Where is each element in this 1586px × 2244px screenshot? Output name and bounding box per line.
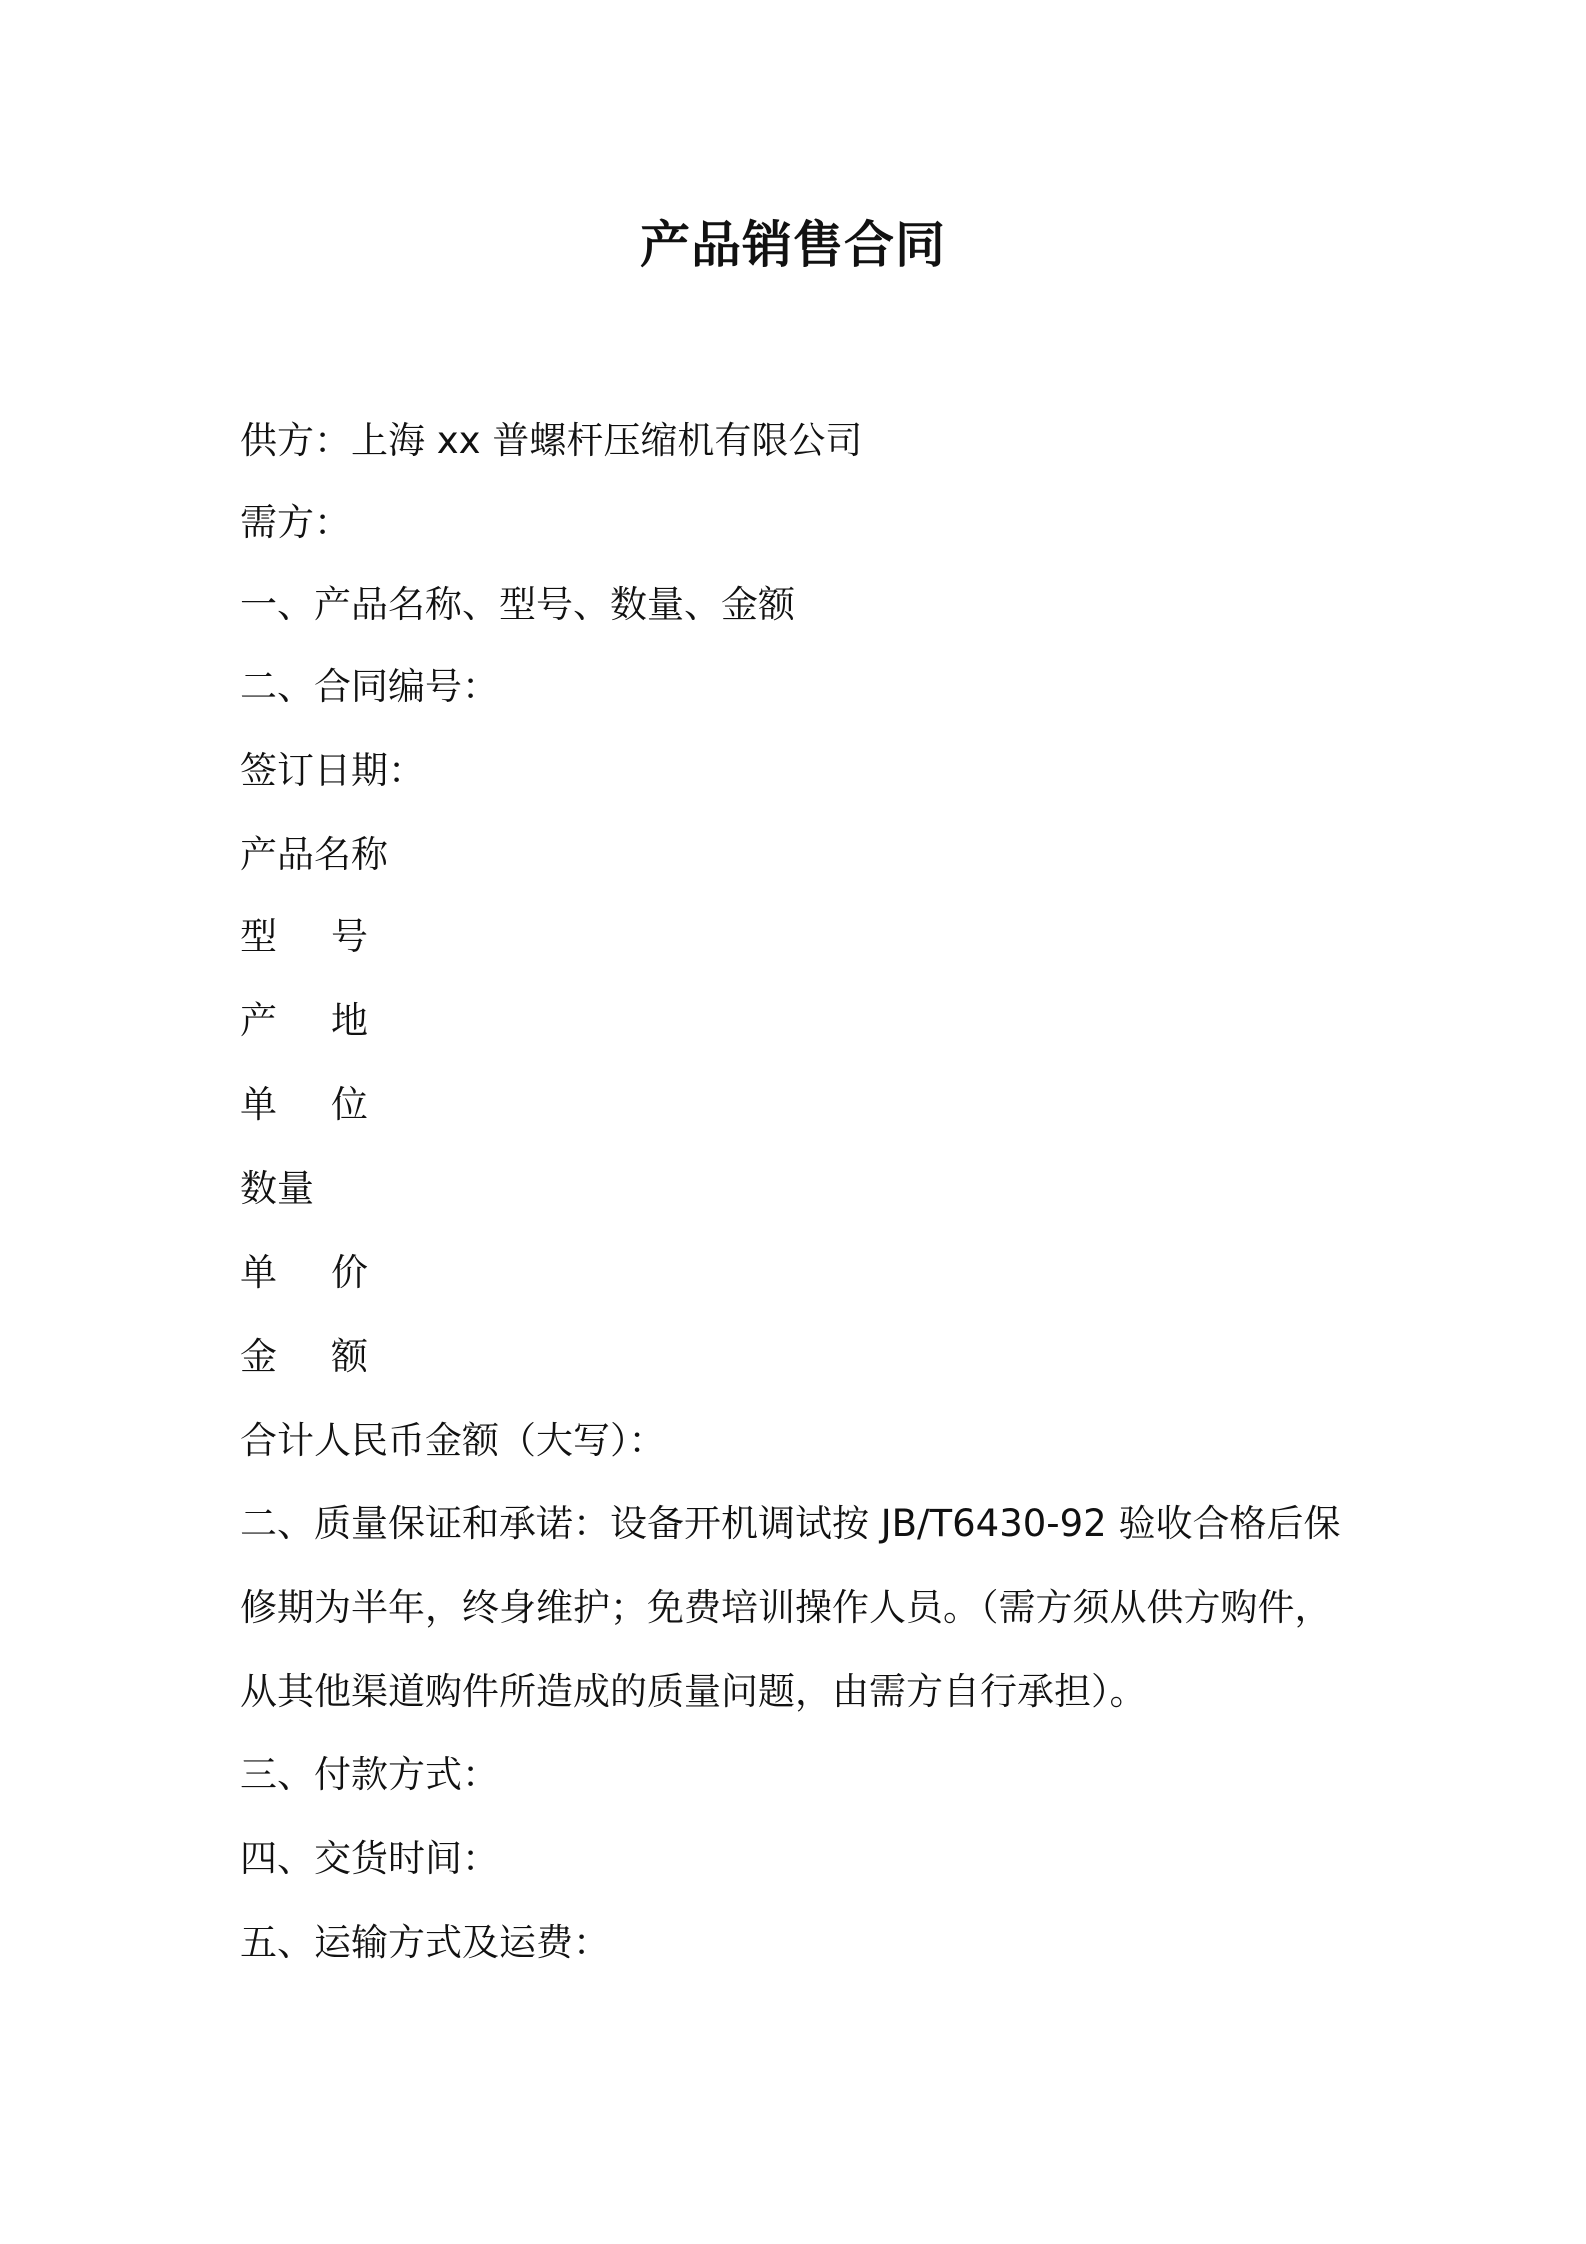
origin-label-part1: 产: [240, 999, 277, 1042]
model-label: [240, 912, 1400, 962]
section-product-info: 一、产品名称、型号、数量、金额: [240, 583, 795, 626]
unit-price-label-part1: 单: [240, 1251, 277, 1294]
sign-date-line: 签订日期：: [240, 749, 425, 792]
transport-line: 五、运输方式及运费：: [240, 1921, 610, 1964]
unit-label-part1: 单: [240, 1083, 277, 1126]
contract-number-line: 二、合同编号：: [240, 665, 499, 708]
amount-label: [240, 1332, 1400, 1382]
payment-method-line: 三、付款方式：: [240, 1753, 499, 1796]
unit-price-label: [240, 1248, 1400, 1298]
unit-price-label-part2: 价: [331, 1251, 368, 1294]
unit-label-part2: 位: [331, 1083, 368, 1126]
buyer-line: 需方：: [240, 501, 351, 544]
origin-label-part2: 地: [331, 999, 368, 1042]
delivery-time-line: 四、交货时间：: [240, 1837, 499, 1880]
total-rmb-line: 合计人民币金额（大写）：: [240, 1419, 666, 1462]
origin-label: [240, 996, 1400, 1046]
document-title: 产品销售合同: [640, 216, 946, 274]
supplier-line: 供方：上海 xx 普螺杆压缩机有限公司: [240, 419, 863, 462]
quality-guarantee-paragraph: [240, 1482, 1360, 1734]
quality-line-3: 从其他渠道购件所造成的质量问题，由需方自行承担）。: [240, 1670, 1147, 1713]
quantity-label: 数量: [240, 1167, 314, 1210]
amount-label-part2: 额: [331, 1335, 368, 1378]
quality-line-2: 修期为半年，终身维护；免费培训操作人员。（需方须从供方购件，: [240, 1586, 1332, 1629]
quality-line-1: 二、质量保证和承诺：设备开机调试按 JB/T6430-92 验收合格后保: [240, 1502, 1341, 1545]
model-label-part2: 号: [331, 915, 368, 958]
product-name-label: 产品名称: [240, 833, 388, 876]
amount-label-part1: 金: [240, 1335, 277, 1378]
unit-label: [240, 1080, 1400, 1130]
model-label-part1: 型: [240, 915, 277, 958]
